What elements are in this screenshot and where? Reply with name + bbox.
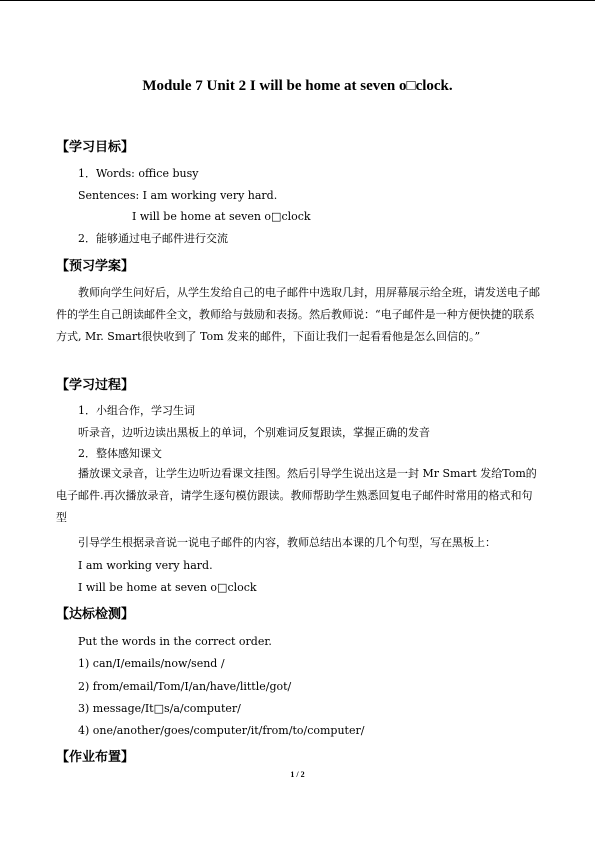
goals-sentences: Sentences: I am working very hard. (78, 189, 278, 202)
process-sentence-1: I am working very hard. (78, 559, 213, 572)
test-question-3: 3) message/It□s/a/computer/ (78, 702, 241, 715)
top-border (0, 0, 595, 1)
process-step-1-text: 听录音，边听边读出黑板上的单词，个别难词反复跟读，掌握正确的发音 (78, 426, 430, 439)
test-question-4: 4) one/another/goes/computer/it/from/to/computer/ (78, 724, 365, 737)
section-heading-test: 【达标检测】 (56, 607, 135, 622)
process-step-1: 1．小组合作，学习生词 (78, 404, 195, 417)
section-heading-preview: 【预习学案】 (56, 259, 135, 274)
process-step-2: 2．整体感知课文 (78, 447, 162, 460)
goals-item-2: 2．能够通过电子邮件进行交流 (78, 232, 228, 245)
process-step-2-text-2: 引导学生根据录音说一说电子邮件的内容，教师总结出本课的几个句型，写在黑板上： (78, 536, 496, 549)
process-sentence-2: I will be home at seven o□clock (78, 581, 257, 594)
section-heading-homework: 【作业布置】 (56, 750, 135, 765)
goals-sentence-2: I will be home at seven o□clock (132, 210, 311, 223)
test-question-1: 1) can/I/emails/now/send / (78, 657, 225, 670)
goals-words: 1．Words: office busy (78, 167, 199, 180)
test-instruction: Put the words in the correct order. (78, 635, 272, 648)
preview-paragraph: 教师向学生问好后，从学生发给自己的电子邮件中选取几封，用屏幕展示给全班，请发送电子邮件的学生自己朗读邮件全文，教师给与鼓励和表扬。然后教师说：“电子邮件是一种方便快捷的联系方式, Mr. Smart很快收到了 Tom 发来的邮件，下面让我们一起看看他是怎么回信的。” (56, 286, 540, 343)
page-number: 1 / 2 (290, 770, 305, 779)
test-question-2: 2) from/email/Tom/I/an/have/little/got/ (78, 680, 292, 693)
page-title: Module 7 Unit 2 I will be home at seven o□clock. (142, 78, 453, 94)
section-heading-process: 【学习过程】 (56, 378, 135, 393)
process-step-2-text: 播放课文录音，让学生边听边看课文挂图。然后引导学生说出这是一封 Mr Smart 发给Tom的电子邮件.再次播放录音，请学生逐句模仿跟读。教师帮助学生熟悉回复电子邮件时常用的格式和句型 (56, 467, 537, 524)
section-heading-goals: 【学习目标】 (56, 140, 135, 155)
